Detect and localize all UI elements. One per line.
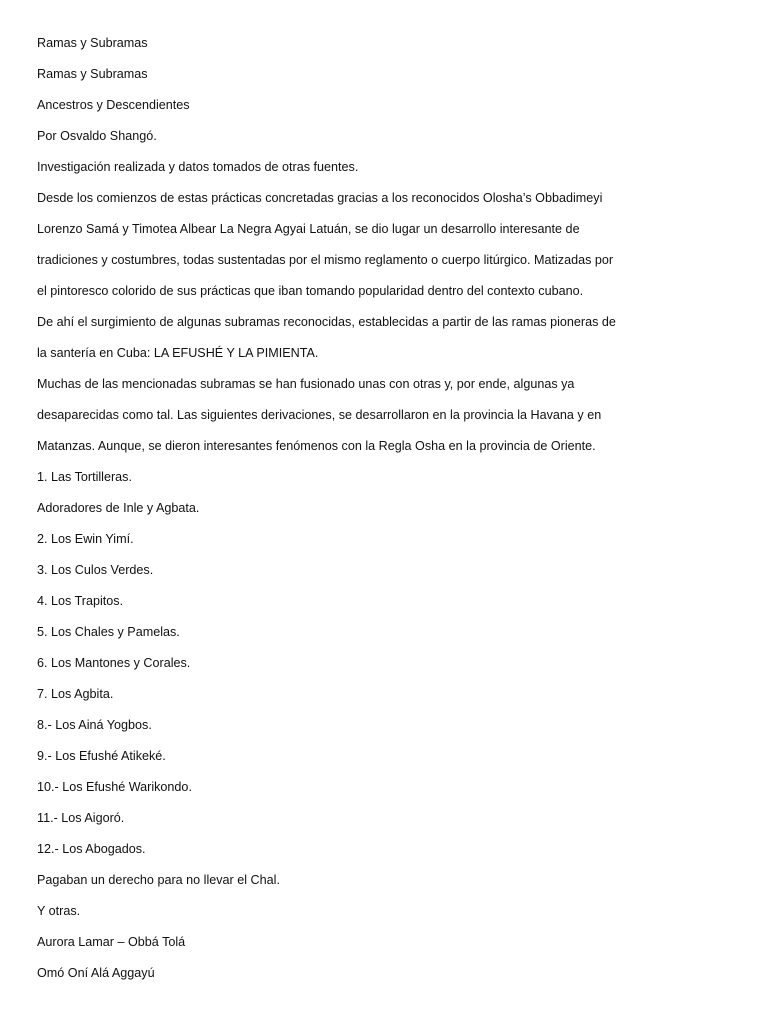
list-item: 8.- Los Ainá Yogbos.: [37, 718, 152, 732]
person-name: Omó Oní Alá Aggayú: [37, 966, 155, 980]
source-note: Investigación realizada y datos tomados de otras fuentes.: [37, 160, 359, 174]
paragraph-line: De ahí el surgimiento de algunas subramas reconocidas, establecidas a partir de las ramas pioneras de: [37, 315, 616, 329]
person-name: Aurora Lamar – Obbá Tolá: [37, 935, 186, 949]
paragraph-line: el pintoresco colorido de sus prácticas que iban tomando popularidad dentro del contexto cubano.: [37, 284, 584, 298]
document-title: Ramas y Subramas: [37, 36, 148, 50]
paragraph-line: la santería en Cuba: LA EFUSHÉ Y LA PIMIENTA.: [37, 346, 319, 360]
document-heading: Ancestros y Descendientes: [37, 98, 190, 112]
list-item-note: Pagaban un derecho para no llevar el Chal.: [37, 873, 280, 887]
list-item: 5. Los Chales y Pamelas.: [37, 625, 180, 639]
list-item: 4. Los Trapitos.: [37, 594, 124, 608]
list-item: 7. Los Agbita.: [37, 687, 114, 701]
list-item: 2. Los Ewin Yimí.: [37, 532, 134, 546]
paragraph-line: Muchas de las mencionadas subramas se han fusionado unas con otras y, por ende, algunas ya: [37, 377, 575, 391]
paragraph-line: desaparecidas como tal. Las siguientes derivaciones, se desarrollaron en la provincia la Havana y en: [37, 408, 602, 422]
paragraph-line: Desde los comienzos de estas prácticas concretadas gracias a los reconocidos Olosha’s Obbadimeyi: [37, 191, 603, 205]
list-item: 1. Las Tortilleras.: [37, 470, 132, 484]
list-item: 11.- Los Aigoró.: [37, 811, 125, 825]
author-line: Por Osvaldo Shangó.: [37, 129, 157, 143]
list-item-note: Adoradores de Inle y Agbata.: [37, 501, 200, 515]
list-item: 12.- Los Abogados.: [37, 842, 146, 856]
paragraph-line: Matanzas. Aunque, se dieron interesantes fenómenos con la Regla Osha en la provincia de Oriente.: [37, 439, 596, 453]
list-item: 10.- Los Efushé Warikondo.: [37, 780, 192, 794]
paragraph-line: Lorenzo Samá y Timotea Albear La Negra Agyai Latuán, se dio lugar un desarrollo interesante de: [37, 222, 580, 236]
list-item: 3. Los Culos Verdes.: [37, 563, 154, 577]
list-item: 9.- Los Efushé Atikeké.: [37, 749, 166, 763]
list-item-note: Y otras.: [37, 904, 81, 918]
list-item: 6. Los Mantones y Corales.: [37, 656, 191, 670]
paragraph-line: tradiciones y costumbres, todas sustentadas por el mismo reglamento o cuerpo litúrgico. Matizadas por: [37, 253, 614, 267]
document-subtitle: Ramas y Subramas: [37, 67, 148, 81]
